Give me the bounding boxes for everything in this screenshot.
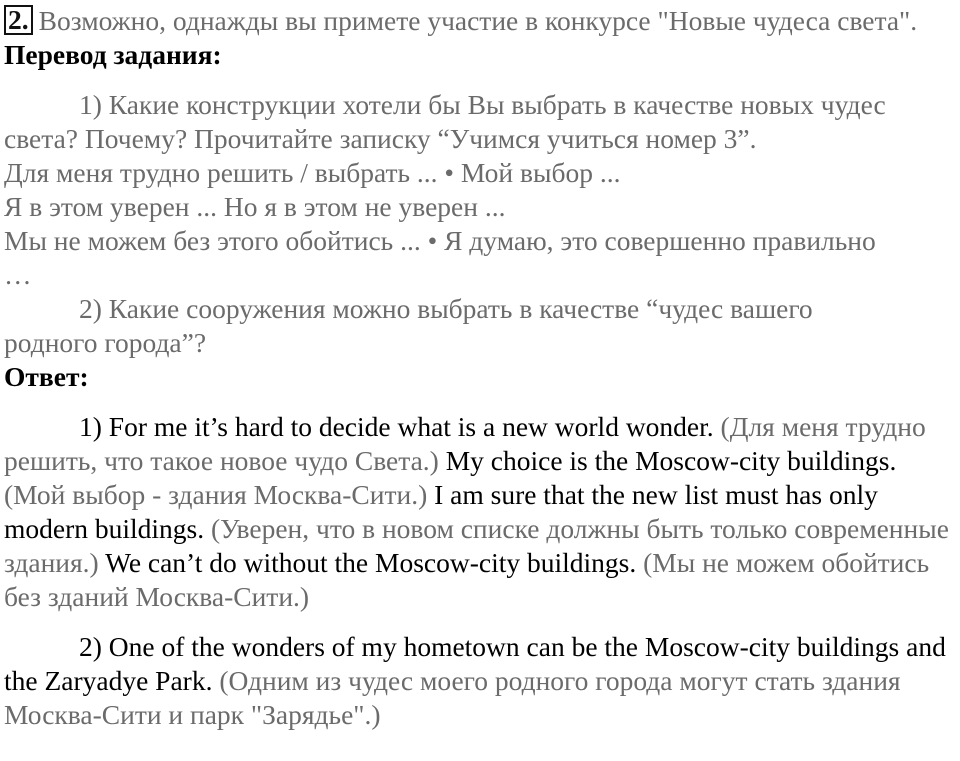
answer-1-russian-sentence-3: (Уверен, что в новом списке должны быть только современные здания.): [4, 513, 949, 578]
translation-heading: Перевод задания:: [4, 39, 222, 70]
answer-2-english-sentence: 2) One of the wonders of my hometown can be the Moscow-city buildings and the Zaryadye Park.: [4, 631, 946, 696]
answer-1-english-sentence-1: 1) For me it’s hard to decide what is a new world wonder.: [79, 411, 714, 442]
answer-1-english-sentence-4: We can’t do without the Moscow-city buildings.: [98, 547, 637, 578]
translation-item-1: 1) Какие конструкции хотели бы Вы выбрать в качестве новых чудес света? Почему? Прочитайте записку “Учимся учиться номер 3”.: [4, 89, 886, 154]
task-statement: [4, 4, 960, 38]
answer-1-english-sentence-3: I am sure that the new list must has only modern buildings.: [4, 479, 878, 544]
phrase-line-2: Я в этом уверен ... Но я в этом не уверен ...: [4, 191, 506, 222]
answer-1-russian-sentence-2: (Мой выбор - здания Москва-Сити.): [4, 479, 428, 510]
translation-item-2: 2) Какие сооружения можно выбрать в качестве “чудес вашего родного города”?: [4, 293, 813, 358]
answer-1-russian-sentence-4: (Мы не можем обойтись без зданий Москва-Сити.): [4, 547, 930, 612]
document-page: [4, 4, 960, 732]
phrase-line-1: Для меня трудно решить / выбрать ... • Мой выбор ...: [4, 157, 621, 188]
answer-paragraph-1: [4, 410, 960, 614]
answer-paragraph-2: [4, 630, 960, 732]
answer-1-russian-sentence-1: (Для меня трудно решить, что такое новое чудо Света.): [4, 411, 926, 476]
phrase-line-3-tail: …: [4, 259, 32, 290]
task-number-box: 2.: [4, 5, 33, 35]
answer-1-english-sentence-2: My choice is the Moscow-city buildings.: [438, 445, 897, 476]
task-text: Возможно, однажды вы примете участие в конкурсе "Новые чудеса света".: [38, 5, 918, 36]
phrase-line-3: Мы не можем без этого обойтись ... • Я думаю, это совершенно правильно: [4, 225, 876, 256]
answer-heading: Ответ:: [4, 361, 89, 392]
answer-2-russian-sentence: (Одним из чудес моего родного города могут стать здания Москва-Сити и парк "Зарядье".): [4, 665, 901, 730]
